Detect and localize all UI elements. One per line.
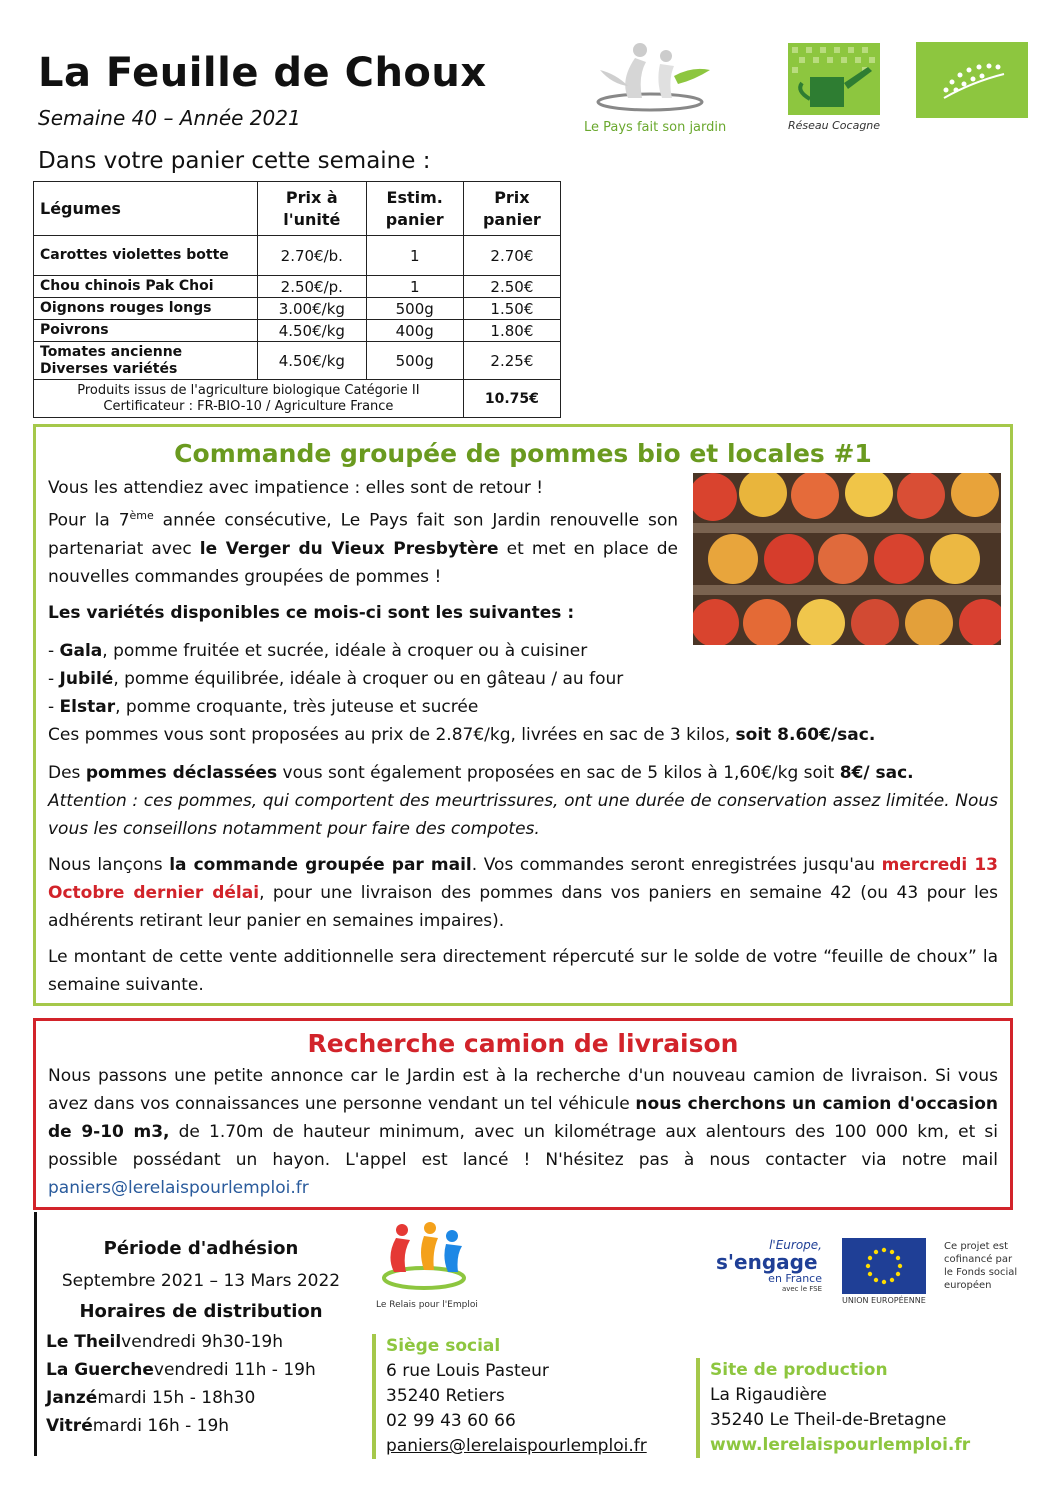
siege-phone: 02 99 43 60 66 xyxy=(386,1411,516,1431)
apple-section-heading: Commande groupée de pommes bio et locales #1 xyxy=(174,439,872,468)
header-basket-price: Prix panier xyxy=(463,182,560,236)
row-price: 3.00€/kg xyxy=(258,298,367,320)
apple-order-section xyxy=(33,424,1013,1006)
basket-heading: Dans votre panier cette semaine : xyxy=(38,148,431,174)
order-paragraph: Nous lançons la commande groupée par mail. Vos commandes seront enregistrées jusqu'au mercredi 13 Octobre dernier délai, pour une livraison des pommes dans vos paniers en semaine 42 (ou 43 pour les adhérents retirant leur panier en semaines impaires). xyxy=(48,854,999,931)
table-row xyxy=(34,276,561,298)
intro-line: Vous les attendiez avec impatience : elles sont de retour ! xyxy=(48,478,544,498)
row-name: Carottes violettes botte xyxy=(34,236,258,276)
siege-city-line: 35240 Retiers xyxy=(386,1386,505,1406)
siege-social-block xyxy=(372,1334,647,1459)
row-total: 2.50€ xyxy=(463,276,560,298)
schedule-row: Vitrémardi 16h - 19h xyxy=(46,1416,230,1436)
varieties-heading: Les variétés disponibles ce mois-ci sont les suivantes : xyxy=(48,602,575,623)
table-row xyxy=(34,320,561,342)
truck-search-section xyxy=(33,1018,1013,1210)
schedule-row: Le Theilvendredi 9h30-19h xyxy=(46,1332,284,1352)
site-city-line: 35240 Le Theil-de-Bretagne xyxy=(710,1410,947,1430)
adhesion-period: Septembre 2021 – 13 Mars 2022 xyxy=(61,1271,341,1291)
row-qty: 500g xyxy=(366,298,463,320)
list-item: - Elstar, pomme croquante, très juteuse et sucrée xyxy=(48,696,479,717)
europe-s-engage-logo: l'Europe, s'engage en France avec le FSE xyxy=(716,1238,822,1293)
list-item: - Jubilé, pomme équilibrée, idéale à croquer ou en gâteau / au four xyxy=(48,668,624,689)
membership-info xyxy=(46,1238,356,1440)
final-paragraph: Le montant de cette vente additionnelle sera directement répercuté sur le solde de votre “feuille de choux” la semaine suivante. xyxy=(48,946,998,995)
intro-paragraph: Pour la 7ème année consécutive, Le Pays fait son Jardin renouvelle son partenariat avec le Verger du Vieux Presbytère et met en place de nouvelles commandes groupées de pommes ! xyxy=(48,509,678,587)
siege-heading: Siège social xyxy=(386,1336,501,1356)
reseau-cocagne-logo xyxy=(788,43,884,137)
production-site-block xyxy=(696,1358,970,1458)
pays-fait-son-jardin-logo xyxy=(580,40,750,140)
table-row xyxy=(34,236,561,276)
website-link[interactable]: www.lerelaispourlemploi.fr xyxy=(710,1435,971,1455)
row-price: 4.50€/kg xyxy=(258,320,367,342)
header-legumes: Légumes xyxy=(34,182,258,236)
relais-pour-emploi-logo xyxy=(372,1222,492,1322)
certification-note: Produits issus de l'agriculture biologique Catégorie II Certificateur : FR-BIO-10 / Agriculture France xyxy=(34,380,464,418)
site-heading: Site de production xyxy=(710,1360,888,1380)
row-price: 4.50€/kg xyxy=(258,342,367,380)
eu-organic-logo xyxy=(916,42,1028,118)
siege-email-link[interactable]: paniers@lerelaispourlemploi.fr xyxy=(386,1436,647,1456)
apples-photo xyxy=(693,473,1001,645)
fse-note: Ce projet est cofinancé par le Fonds social européen xyxy=(944,1241,1018,1291)
header-unit-price: Prix à l'unité xyxy=(258,182,367,236)
truck-section-heading: Recherche camion de livraison xyxy=(307,1029,739,1058)
basket-table xyxy=(33,181,561,418)
row-qty: 400g xyxy=(366,320,463,342)
table-footer-row xyxy=(34,380,561,418)
declassed-line: Des pommes déclassées vous sont également proposées en sac de 5 kilos à 1,60€/kg soit 8€/ sac. xyxy=(48,762,914,783)
footer-divider xyxy=(34,1212,37,1456)
eu-flag-icon xyxy=(842,1238,926,1294)
row-name: Chou chinois Pak Choi xyxy=(34,276,258,298)
row-name: Oignons rouges longs xyxy=(34,298,258,320)
list-item: - Gala, pomme fruitée et sucrée, idéale à croquer ou à cuisiner xyxy=(48,640,588,661)
price-line: Ces pommes vous sont proposées au prix de 2.87€/kg, livrées en sac de 3 kilos, soit 8.60€/sac. xyxy=(48,724,876,745)
schedule-row: La Guerchevendredi 11h - 19h xyxy=(46,1360,316,1380)
row-total: 1.80€ xyxy=(463,320,560,342)
contact-email-link[interactable]: paniers@lerelaispourlemploi.fr xyxy=(48,1178,309,1198)
adhesion-heading: Période d'adhésion xyxy=(103,1238,299,1259)
page-subtitle: Semaine 40 – Année 2021 xyxy=(38,106,301,130)
header-estimate: Estim. panier xyxy=(366,182,463,236)
table-header-row xyxy=(34,182,561,236)
cocagne-logo-caption: Réseau Cocagne xyxy=(788,119,881,132)
row-qty: 1 xyxy=(366,236,463,276)
row-total: 2.70€ xyxy=(463,236,560,276)
page-title: La Feuille de Choux xyxy=(38,50,487,96)
eu-caption: UNION EUROPÉENNE xyxy=(842,1296,926,1305)
row-qty: 1 xyxy=(366,276,463,298)
row-name: Poivrons xyxy=(34,320,258,342)
row-name: Tomates ancienne Diverses variétés xyxy=(34,342,258,380)
row-total: 1.50€ xyxy=(463,298,560,320)
truck-paragraph: Nous passons une petite annonce car le Jardin est à la recherche d'un nouveau camion de livraison. Si vous avez dans vos connaissances une personne vendant un tel véhicule nous cherchons un camion d'occasion de 9-10 m3, de 1.70m de hauteur minimum, avec un kilométrage aux alentours des 100 000 km, et si possible possédant un hayon. L'appel est lancé ! N'hésitez pas à nous contacter via notre mail paniers@lerelaispourlemploi.fr xyxy=(48,1066,999,1198)
site-name-line: La Rigaudière xyxy=(710,1385,827,1405)
table-row xyxy=(34,298,561,320)
grand-total: 10.75€ xyxy=(463,380,560,418)
table-row xyxy=(34,342,561,380)
horaires-heading: Horaires de distribution xyxy=(79,1301,323,1322)
row-qty: 500g xyxy=(366,342,463,380)
pays-logo-caption: Le Pays fait son jardin xyxy=(584,120,727,135)
row-total: 2.25€ xyxy=(463,342,560,380)
relais-logo-caption: Le Relais pour l'Emploi xyxy=(376,1300,478,1310)
schedule-row: Janzémardi 15h - 18h30 xyxy=(46,1388,256,1408)
row-price: 2.50€/p. xyxy=(258,276,367,298)
row-price: 2.70€/b. xyxy=(258,236,367,276)
attention-note: Attention : ces pommes, qui comportent des meurtrissures, ont une durée de conservation assez limitée. Nous vous les conseillons notamment pour faire des compotes. xyxy=(48,790,998,839)
siege-address-line: 6 rue Louis Pasteur xyxy=(386,1361,549,1381)
